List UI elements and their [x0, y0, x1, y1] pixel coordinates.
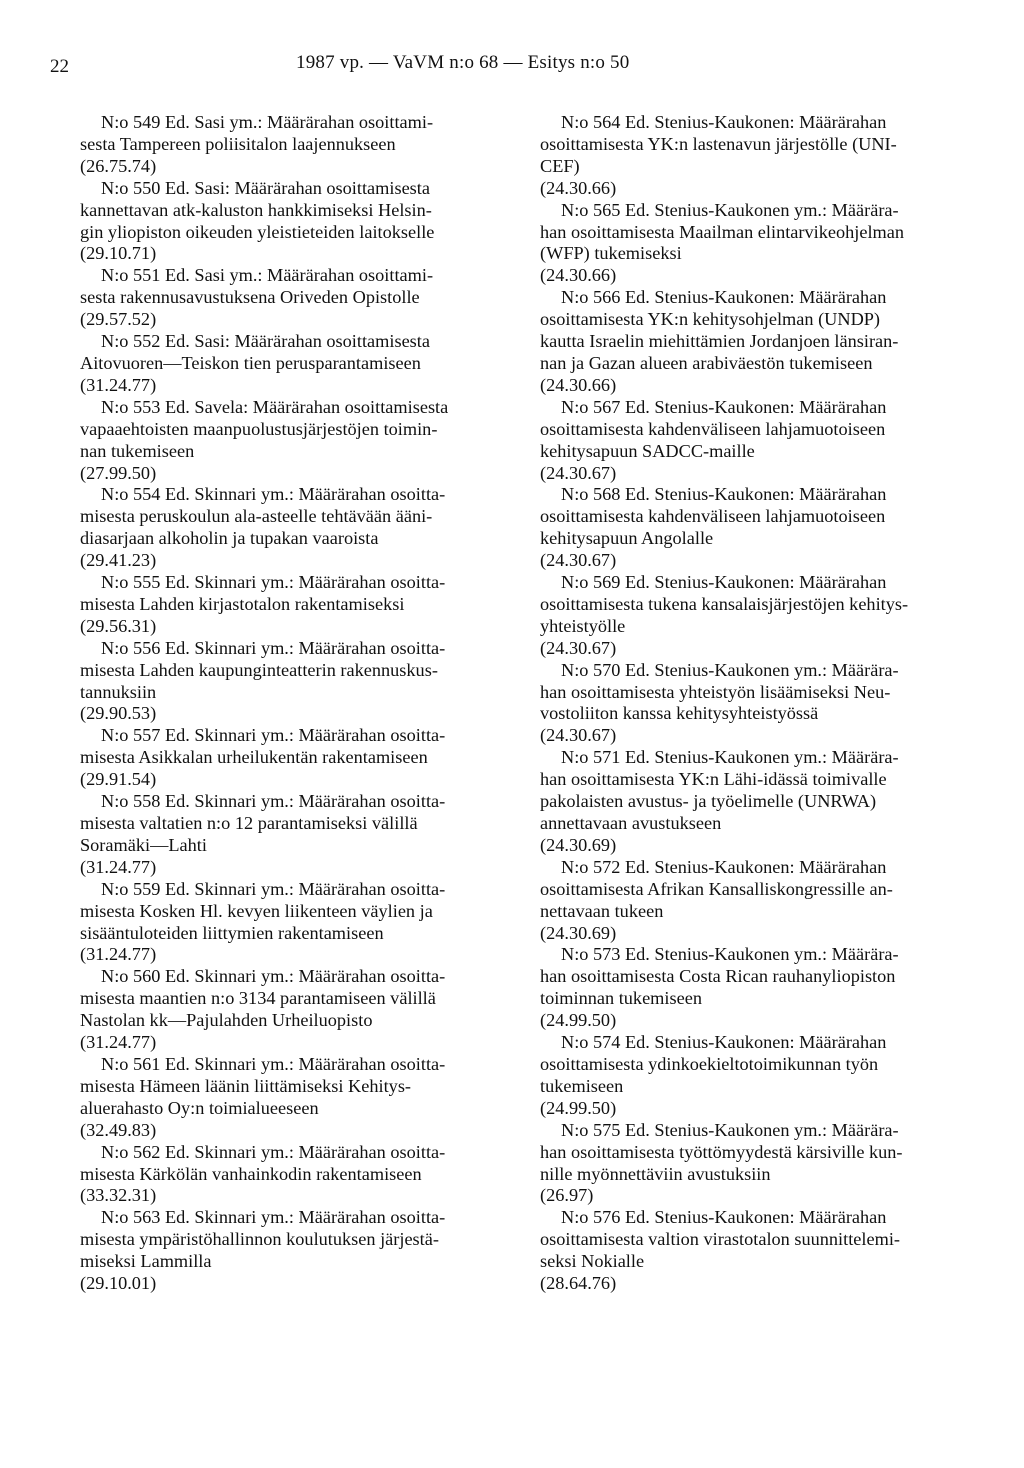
entry-text-line: tannuksiin [80, 681, 157, 702]
entry-text-line: yhteistyölle [540, 615, 626, 636]
entry-first-line: N:o 569 Ed. Stenius-Kaukonen: Määrärahan [561, 572, 887, 593]
entry-first-line: N:o 552 Ed. Sasi: Määrärahan osoittamisesta [101, 331, 430, 352]
entry-text-line: osoittamisesta kahdenväliseen lahjamuotoiseen [540, 418, 886, 439]
entry-text-line: (27.99.50) [80, 462, 157, 483]
entry-first-line: N:o 562 Ed. Skinnari ym.: Määrärahan osoitta- [101, 1141, 446, 1162]
entry-text-line: (26.97) [540, 1185, 594, 1206]
entry-first-line: N:o 572 Ed. Stenius-Kaukonen: Määrärahan [561, 856, 887, 877]
entry-text-line: osoittamisesta tukena kansalaisjärjestöjen kehitys- [540, 593, 909, 614]
entry-text-line: (31.24.77) [80, 856, 157, 877]
entry-text-line: misesta valtatien n:o 12 parantamiseksi välillä [80, 813, 418, 833]
entry-text-line: (24.99.50) [540, 1097, 617, 1118]
entry-text-line: misesta Hämeen läänin liittämiseksi Kehitys- [80, 1075, 412, 1096]
entry-first-line: N:o 576 Ed. Stenius-Kaukonen: Määrärahan [561, 1207, 887, 1228]
entry-first-line: N:o 557 Ed. Skinnari ym.: Määrärahan osoitta- [101, 725, 446, 746]
entry-text-line: osoittamisesta valtion virastotalon suunnittelemi- [540, 1229, 900, 1250]
entry-text-line: misesta ympäristöhallinnon koulutuksen järjestä- [80, 1229, 439, 1250]
entry-text-line: (24.30.67) [540, 725, 617, 746]
entry-text-line: osoittamisesta Afrikan Kansalliskongressille an- [540, 878, 893, 899]
entry-text-line: kannettavan atk-kaluston hankkimiseksi Helsin- [80, 199, 432, 220]
entry-first-line: N:o 561 Ed. Skinnari ym.: Määrärahan osoitta- [101, 1053, 446, 1074]
entry-text-line: (24.30.67) [540, 462, 617, 483]
entry-text-line: toiminnan tukemiseen [540, 988, 702, 1009]
page-number: 22 [50, 56, 69, 77]
entry-first-line: N:o 555 Ed. Skinnari ym.: Määrärahan osoitta- [101, 572, 446, 593]
entry-text-line: misesta Kärkölän vanhainkodin rakentamiseen [80, 1163, 422, 1184]
entry-text-line: (24.30.67) [540, 550, 617, 571]
entry-text-line: (24.30.67) [540, 637, 617, 658]
entry-text-line: tukemiseen [540, 1075, 624, 1096]
entry-text-line: misesta Lahden kirjastotalon rakentamiseksi [80, 593, 405, 614]
entry-first-line: N:o 568 Ed. Stenius-Kaukonen: Määrärahan [561, 484, 887, 505]
entry-text-line: (29.56.31) [80, 615, 157, 636]
entry-text-line: (26.75.74) [80, 155, 157, 176]
entry-first-line: N:o 564 Ed. Stenius-Kaukonen: Määrärahan [561, 112, 887, 132]
entry-text-line: (32.49.83) [80, 1119, 157, 1140]
entry-text-line: (24.99.50) [540, 1010, 617, 1031]
entry-text-line: nan ja Gazan alueen arabiväestön tukemiseen [540, 352, 873, 373]
entry-first-line: N:o 558 Ed. Skinnari ym.: Määrärahan osoitta- [101, 791, 446, 812]
entry-text-line: kautta Israelin miehittämien Jordanjoen länsiran- [540, 331, 899, 352]
entry-text-line: miseksi Lammilla [80, 1251, 212, 1272]
entry-text-line: vostoliiton kanssa kehitysyhteistyössä [540, 703, 819, 724]
entry-text-line: han osoittamisesta yhteistyön lisäämiseksi Neu- [540, 681, 891, 702]
entry-text-line: (29.10.01) [80, 1273, 157, 1294]
entry-text-line: osoittamisesta ydinkoekieltotoimikunnan työn [540, 1053, 879, 1074]
entry-first-line: N:o 551 Ed. Sasi ym.: Määrärahan osoittami- [101, 265, 434, 286]
entry-first-line: N:o 559 Ed. Skinnari ym.: Määrärahan osoitta- [101, 878, 446, 899]
entry-text-line: han osoittamisesta YK:n Lähi-idässä toimivalle [540, 769, 887, 790]
entry-text-line: (33.32.31) [80, 1185, 157, 1206]
entry-text-line: (28.64.76) [540, 1273, 617, 1294]
entry-first-line: N:o 553 Ed. Savela: Määrärahan osoittamisesta [101, 396, 449, 417]
entry-text-line: misesta Kosken Hl. kevyen liikenteen väylien ja [80, 900, 433, 921]
entry-text-line: misesta maantien n:o 3134 parantamiseen välillä [80, 988, 436, 1009]
entry-text-line: han osoittamisesta Maailman elintarvikeohjelman [540, 221, 905, 242]
right-column [540, 112, 972, 1295]
entry-first-line: N:o 574 Ed. Stenius-Kaukonen: Määrärahan [561, 1032, 887, 1053]
entry-text-line: misesta Asikkalan urheilukentän rakentamiseen [80, 747, 428, 768]
left-column [80, 112, 508, 1295]
entry-text-line: osoittamisesta kahdenväliseen lahjamuotoiseen [540, 506, 886, 527]
entry-first-line: N:o 571 Ed. Stenius-Kaukonen ym.: Määrära- [561, 747, 899, 768]
entry-first-line: N:o 560 Ed. Skinnari ym.: Määrärahan osoitta- [101, 966, 446, 987]
entry-text-line: gin yliopiston oikeuden yleistieteiden laitokselle [80, 221, 435, 242]
entry-text-line: vapaaehtoisten maanpuolustusjärjestöjen toimin- [80, 418, 438, 439]
entry-text-line: (24.30.69) [540, 922, 617, 943]
entry-text-line: Aitovuoren—Teiskon tien perusparantamiseen [80, 352, 421, 373]
entry-text-line: (29.91.54) [80, 769, 157, 790]
entry-first-line: N:o 575 Ed. Stenius-Kaukonen ym.: Määrära- [561, 1119, 899, 1140]
entry-first-line: N:o 567 Ed. Stenius-Kaukonen: Määrärahan [561, 396, 887, 417]
entry-text-line: sisääntuloteiden liittymien rakentamiseen [80, 922, 384, 943]
entry-text-line: seksi Nokialle [540, 1251, 645, 1272]
entry-first-line: N:o 566 Ed. Stenius-Kaukonen: Määrärahan [561, 287, 887, 308]
entry-text-line: (29.10.71) [80, 243, 157, 264]
entry-text-line: (WFP) tukemiseksi [540, 243, 682, 264]
entry-text-line: (31.24.77) [80, 1032, 157, 1053]
entry-text-line: aluerahasto Oy:n toimialueeseen [80, 1097, 319, 1118]
running-header: 1987 vp. — VaVM n:o 68 — Esitys n:o 50 [296, 52, 630, 73]
entry-text-line: han osoittamisesta työttömyydestä kärsiville kun- [540, 1141, 903, 1162]
entry-text-line: kehitysapuun Angolalle [540, 528, 714, 549]
entry-first-line: N:o 549 Ed. Sasi ym.: Määrärahan osoittami- [101, 112, 434, 132]
entry-text-line: pakolaisten avustus- ja työelimelle (UNRWA) [540, 791, 877, 812]
entry-first-line: N:o 570 Ed. Stenius-Kaukonen ym.: Määrära- [561, 659, 899, 680]
entry-text-line: (24.30.66) [540, 177, 617, 198]
entry-first-line: N:o 565 Ed. Stenius-Kaukonen ym.: Määrära- [561, 199, 899, 220]
entry-text-line: Nastolan kk—Pajulahden Urheiluopisto [80, 1010, 373, 1031]
entry-text-line: sesta Tampereen poliisitalon laajennukseen [80, 133, 396, 154]
entry-text-line: (24.30.66) [540, 374, 617, 395]
entry-text-line: kehitysapuun SADCC-maille [540, 440, 755, 461]
entry-text-line: Soramäki—Lahti [80, 834, 207, 855]
entry-text-line: misesta peruskoulun ala-asteelle tehtävään ääni- [80, 506, 433, 527]
entry-first-line: N:o 563 Ed. Skinnari ym.: Määrärahan osoitta- [101, 1207, 446, 1228]
entry-text-line: (29.90.53) [80, 703, 157, 724]
entry-text-line: (31.24.77) [80, 374, 157, 395]
entry-first-line: N:o 554 Ed. Skinnari ym.: Määrärahan osoitta- [101, 484, 446, 505]
entry-text-line: (24.30.69) [540, 834, 617, 855]
entry-text-line: misesta Lahden kaupunginteatterin rakennuskus- [80, 659, 438, 680]
entry-first-line: N:o 556 Ed. Skinnari ym.: Määrärahan osoitta- [101, 637, 446, 658]
entry-text-line: (29.41.23) [80, 550, 157, 571]
entry-first-line: N:o 550 Ed. Sasi: Määrärahan osoittamisesta [101, 177, 430, 198]
entry-text-line: nille myönnettäviin avustuksiin [540, 1163, 771, 1184]
entry-text-line: nan tukemiseen [80, 440, 195, 461]
entry-text-line: nettavaan tukeen [540, 900, 664, 921]
entry-text-line: diasarjaan alkoholin ja tupakan vaaroista [80, 528, 379, 549]
entry-text-line: CEF) [540, 155, 580, 176]
entry-text-line: sesta rakennusavustuksena Oriveden Opistolle [80, 287, 420, 308]
entry-text-line: (29.57.52) [80, 309, 157, 330]
entry-text-line: annettavaan avustukseen [540, 813, 722, 833]
entry-text-line: (24.30.66) [540, 265, 617, 286]
entry-text-line: osoittamisesta YK:n lastenavun järjestölle (UNI- [540, 133, 897, 154]
entry-text-line: han osoittamisesta Costa Rican rauhanyliopiston [540, 966, 896, 987]
entry-text-line: (31.24.77) [80, 944, 157, 965]
entry-text-line: osoittamisesta YK:n kehitysohjelman (UNDP) [540, 309, 881, 330]
entry-first-line: N:o 573 Ed. Stenius-Kaukonen ym.: Määrära- [561, 944, 899, 965]
